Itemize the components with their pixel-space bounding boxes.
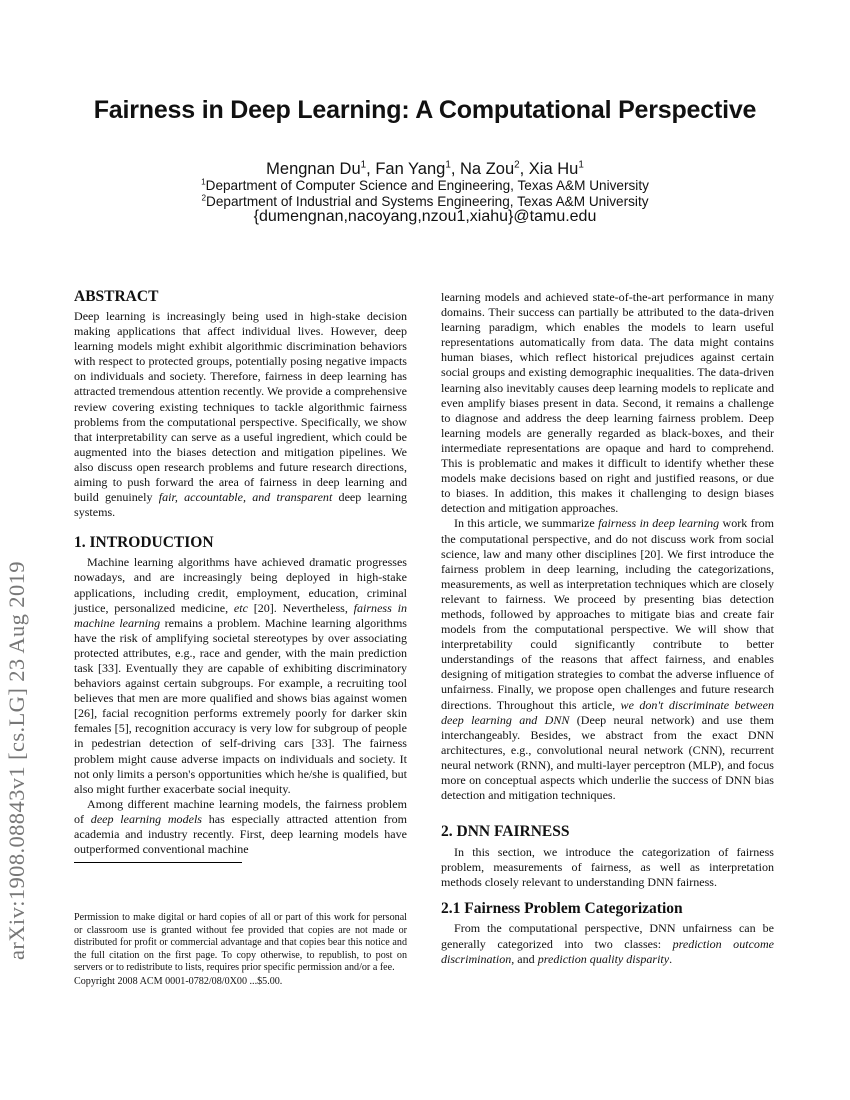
author-affiliation-mark: 1 [578,159,584,171]
intro-paragraph: learning models and achieved state-of-the-art performance in many domains. Their success can partially be attributed to the data-driven learning paradigm, which enables the models to learn useful representations automatically from data. The data might contains human biases, which reflect historical prejudices against certain social groups and existing demographic inequalities. The data-driven learning also inevitably causes deep learning models to replicate and even amplify biases present in data. Second, it remains a challenge to diagnose and address the deep learning fairness problem. Deep learning models are generally regarded as black-boxes, and their intermediate representations are opaque and hard to comprehend. This is problematic and makes it difficult to identify whether these models make decisions based on right and justified reasons, or due to biases. In addition, this makes it challenging to design biases detection and mitigation approaches. [441,290,774,516]
abstract-heading: ABSTRACT [74,288,159,305]
author-name: Mengnan Du [266,160,361,178]
author-list: Mengnan Du$^1$, Fan Yang$^1$, Na Zou$^2$, Xia Hu$^1$ [266,159,584,178]
author-affiliation-mark: 2 [514,159,520,171]
affiliation-line [0,178,850,194]
intro-paragraph: Machine learning algorithms have achieved dramatic progresses nowadays, and are increasingly being deployed in high-stake applications, including credit, employment, education, criminal justice, personalized medicine, etc [20]. Nevertheless, fairness in machine learning remains a problem. Machine learning algorithms have the risk of amplifying societal stereotypes by over associating protected attributes, e.g., race and gender, with the main prediction task [33]. Eventually they are capable of exhibiting discriminatory behaviors against certain subgroups. For example, a recruiting tool believes that men are more qualified and shows bias against women [26], facial recognition performs extremely poorly for darker skin females [5], recognition accuracy is very low for subgroup of people in pedestrian detection of self-driving cars [33]. The fairness problem might cause adverse impacts on individuals and society. It not only limits a person's opportunities which he/she is qualified, but also might further exacerbate social inequity. [74,555,407,796]
intro-paragraph: Among different machine learning models, the fairness problem of deep learning models has especially attracted attention from academia and industry recently. First, deep learning models have outperformed conventional machine [74,796,408,857]
introduction-heading: 1. INTRODUCTION [74,534,214,552]
author-name: Na Zou [460,160,515,178]
author-name: Xia Hu [528,160,579,178]
affiliation-number: 1 [201,177,206,187]
author-affiliation-mark: 1 [360,159,367,171]
section-paragraph: In this section, we introduce the categorization of fairness problem, measurements of fairness, as well as interpretation methods closely relevant to understanding DNN fairness. [441,845,774,890]
author-name: Fan Yang [375,160,446,178]
intro-paragraph: In this article, we summarize fairness in deep learning work from the computational perspective, and do not discuss work from social science, law and many other disciplines [20]. We first introduce the fairness problem in deep learning, including the categorizations, measurements, as well as interpretation techniques which are closely relevant to fairness. We proceed by presenting bias detection methods, followed by approaches to mitigate bias and create fair models from the computational perspective. We will show that interpretability could significantly contribute to better understandings of the reasons that affect fairness, and enables designing of mitigation strategies to combat the adverse influence of unfairness. Finally, we propose open challenges and future research directions. Throughout this article, we don't discriminate between deep learning and DNN (Deep neural network) and use them interchangeably. Besides, we abstract from the exact DNN architectures, e.g., convolutional neural network (CNN), recurrent neural network (RNN), and multi-layer perceptron (MLP), and focus more on conceptual aspects which underlie the success of DNN bias detection and mitigation techniques. [441,516,775,803]
subsection-heading: 2.1 Fairness Problem Categorization [441,900,683,918]
right-column [441,290,774,967]
copyright-line: Copyright 2008 ACM 0001-0782/08/0X00 ...$5.00. [74,975,283,987]
paper-title: Fairness in Deep Learning: A Computational Perspective [93,96,757,124]
dnn-fairness-heading: 2. DNN FAIRNESS [441,823,570,841]
left-column [74,288,407,863]
permission-text: Permission to make digital or hard copies of all or part of this work for personal or classroom use is granted without fee provided that copies are not made or distributed for profit or commercial advantage and that copies bear this notice and the full citation on the first page. To copy otherwise, to republish, to post on servers or to redistribute to lists, requires prior specific permission and/or a fee. [74,912,407,973]
abstract-text: Deep learning is increasingly being used in high-stake decision making applications that affect individual lives. However, deep learning models might exhibit algorithmic discrimination behaviors with respect to protected groups, potentially posing negative impacts on individuals and society. Therefore, fairness in deep learning has attracted tremendous attention recently. We provide a comprehensive review covering existing techniques to tackle algorithmic fairness problems from the computational perspective. Specifically, we show that interpretability can serve as a useful ingredient, which could be augmented into the biases detection and mitigation pipelines. We also discuss open research problems and future research directions, aiming to push forward the area of fairness in deep learning and build genuinely fair, accountable, and transparent deep learning systems. [74,309,408,520]
affiliation-text: Department of Computer Science and Engineering, Texas A&M University [205,178,649,193]
author-affiliation-mark: 1 [445,159,451,171]
section-paragraph: From the computational perspective, DNN unfairness can be generally categorized into two classes: prediction outcome discrimination, and prediction quality disparity. [441,921,774,966]
affiliation-text: Department of Industrial and Systems Engineering, Texas A&M University [206,194,649,209]
affiliations [0,178,850,210]
author-emails: {dumengnan,nacoyang,nzou1,xiahu}@tamu.edu [253,208,597,225]
affiliation-number: 2 [201,193,207,203]
permission-footnote [74,912,407,988]
arxiv-stamp: arXiv:1908.08843v1 [cs.LG] 23 Aug 2019 [4,561,29,960]
footnote-rule [74,862,242,863]
